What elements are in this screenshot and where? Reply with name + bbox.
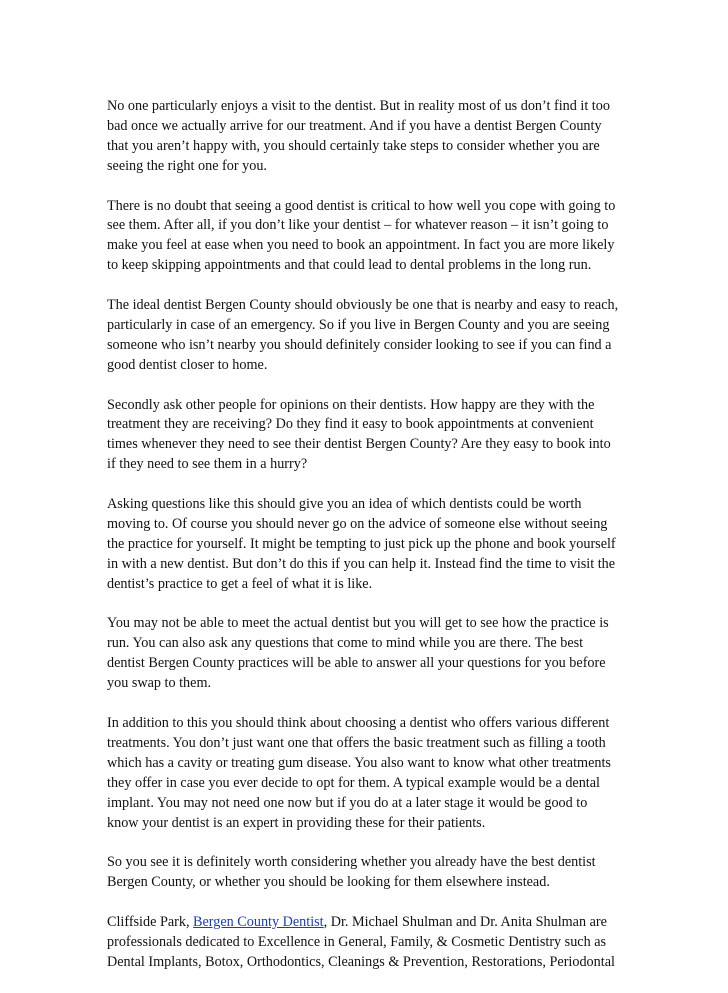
document-body [107,97,619,993]
paragraph-9 [107,913,619,973]
paragraph-4: Secondly ask other people for opinions on their dentists. How happy are they with the treatment they are receiving? Do they find it easy to book appointments at convenient times whenever they need to see their dentist Bergen County? Are they easy to book into if they need to see them in a hurry? [107,396,611,473]
paragraph-6: You may not be able to meet the actual dentist but you will get to see how the practice is run. You can also ask any questions that come to mind while you are there. The best dentist Bergen County practices will be able to answer all your questions for you before you swap to them. [107,615,609,692]
paragraph-9-rest: , Dr. Michael Shulman and Dr. Anita Shulman are professionals dedicated to Excellence in General, Family, & Cosmetic Dentistry such as Dental Implants, Botox, Orthodontics, Cleanings & Prevention, Restorations, Periodontal [107,914,615,970]
paragraph-5: Asking questions like this should give you an idea of which dentists could be worth moving to. Of course you should never go on the advice of someone else without seeing the practice for yourself. It might be tempting to just pick up the phone and book yourself in with a new dentist. But don’t do this if you can help it. Instead find the time to visit the dentist’s practice to get a feel of what it is like. [107,496,616,592]
paragraph-7: In addition to this you should think about choosing a dentist who offers various different treatments. You don’t just want one that offers the basic treatment such as filling a tooth which has a cavity or treating gum disease. You also want to know what other treatments they offer in case you ever decide to opt for them. A typical example would be a dental implant. You may not need one now but if you do at a later stage it would be good to know your dentist is an expert in providing these for their patients. [107,715,611,831]
paragraph-2: There is no doubt that seeing a good dentist is critical to how well you cope with going to see them. After all, if you don’t like your dentist – for whatever reason – it isn’t going to make you feel at ease when you need to book an appointment. In fact you are more likely to keep skipping appointments and that could lead to dental problems in the long run. [107,197,616,274]
bergen-county-dentist-link[interactable]: Bergen County Dentist [193,914,324,931]
paragraph-3: The ideal dentist Bergen County should obviously be one that is nearby and easy to reach, particularly in case of an emergency. So if you live in Bergen County and you are seeing someone who isn’t nearby you should definitely consider looking to see if you can find a good dentist closer to home. [107,297,619,373]
paragraph-9-lead: Cliffside Park, [107,914,194,931]
paragraph-8: So you see it is definitely worth considering whether you already have the best dentist Bergen County, or whether you should be looking for them elsewhere instead. [107,854,596,891]
paragraph-1: No one particularly enjoys a visit to the dentist. But in reality most of us don’t find it too bad once we actually arrive for our treatment. And if you have a dentist Bergen County that you aren’t happy with, you should certainly take steps to consider whether you are seeing the right one for you. [107,98,610,174]
